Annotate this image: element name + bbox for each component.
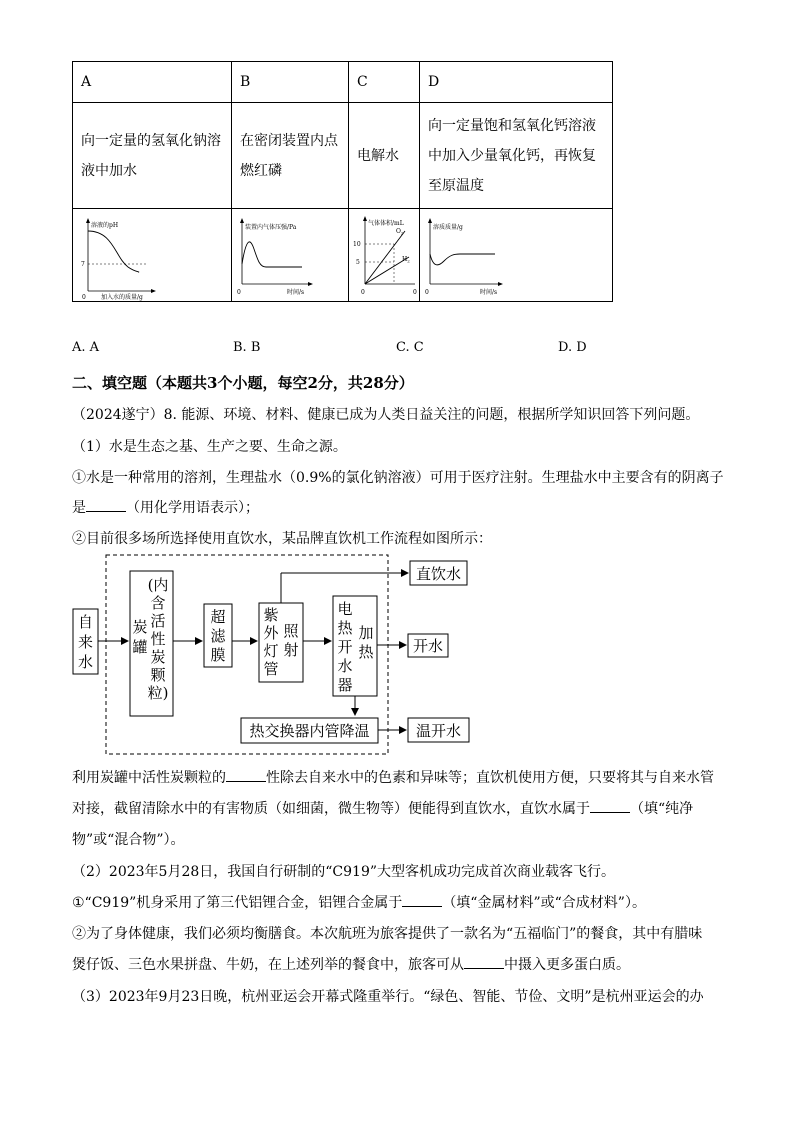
- desc-d: 向一定量饱和氢氧化钙溶液 中加入少量氧化钙，再恢复 至原温度: [420, 103, 613, 209]
- svg-text:开: 开: [337, 638, 353, 656]
- svg-text:电: 电: [337, 600, 353, 618]
- q8-intro: （2024遂宁）8. 能源、环境、材料、健康已成为人类日益关注的问题，根据所学知识回答下列问题。: [72, 407, 700, 423]
- svg-text:水: 水: [337, 657, 353, 675]
- svg-text:灯: 灯: [263, 642, 279, 660]
- svg-text:照: 照: [283, 622, 299, 640]
- graph-b-cell: [232, 209, 349, 302]
- svg-text:热: 热: [358, 643, 374, 661]
- svg-text:外: 外: [263, 624, 279, 642]
- svg-text:H2: $H_2$: [402, 256, 410, 264]
- svg-text:颗: 颗: [150, 666, 166, 684]
- svg-text:加: 加: [358, 624, 374, 642]
- q8-part1: （1）水是生态之基、生产之要、生命之源。: [72, 439, 347, 455]
- svg-text:膜: 膜: [210, 646, 226, 664]
- graph-a-cell: [73, 209, 232, 302]
- svg-text:时间/s: 时间/s: [287, 289, 305, 296]
- answer-a[interactable]: A. A: [72, 340, 100, 355]
- svg-text:0: 0: [425, 289, 429, 296]
- svg-text:时间/s: 时间/s: [480, 289, 498, 296]
- svg-text:溶质质量/g: 溶质质量/g: [433, 224, 463, 231]
- desc-a: 向一定量的氢氧化钠溶 液中加水: [73, 103, 232, 209]
- svg-text:管: 管: [263, 660, 279, 678]
- svg-text:(内: (内: [147, 576, 169, 594]
- svg-text:罐: 罐: [132, 638, 148, 656]
- svg-text:超: 超: [210, 608, 226, 626]
- svg-text:气体体积/mL: 气体体积/mL: [368, 220, 404, 227]
- svg-text:粒): 粒): [147, 684, 169, 702]
- desc-b: 在密闭装置内点 燃红磷: [232, 103, 349, 209]
- svg-text:来: 来: [77, 633, 94, 651]
- options-table: [72, 61, 613, 302]
- q8-after-diagram-1: 利用炭罐中活性炭颗粒的 性除去自来水中的色素和异味等；直饮机使用方便，只要将其与自来水管: [72, 767, 714, 787]
- svg-text:加入水的质量/g: 加入水的质量/g: [101, 294, 143, 301]
- electrolysis-graph: [349, 209, 419, 301]
- svg-text:滤: 滤: [210, 627, 226, 645]
- header-d: D: [420, 62, 613, 103]
- svg-text:7: 7: [81, 261, 85, 268]
- svg-text:0: 0: [82, 294, 86, 301]
- svg-text:热交换器内管降温: 热交换器内管降温: [249, 722, 370, 740]
- header-c: C: [349, 62, 420, 103]
- section-title: 二、填空题（本题共3个小题，每空2分，共28分）: [72, 374, 414, 392]
- svg-text:0: 0: [237, 289, 241, 296]
- graph-d-cell: [420, 209, 613, 302]
- svg-text:器: 器: [337, 676, 353, 694]
- answer-options: [0, 340, 794, 360]
- ph-graph: [73, 209, 231, 301]
- svg-text:10: 10: [353, 241, 361, 248]
- svg-text:自: 自: [77, 613, 94, 631]
- pressure-graph: [232, 209, 348, 301]
- q8-part2-2-cont: 煲仔饭、三色水果拼盘、牛奶，在上述列举的餐食中，旅客可从 中摄入更多蛋白质。: [72, 954, 630, 974]
- svg-text:紫: 紫: [263, 606, 279, 624]
- q8-part1-1: ①水是一种常用的溶剂，生理盐水（0.9%的氯化钠溶液）可用于医疗注射。生理盐水中主要含有的阴离子: [72, 470, 724, 486]
- q8-part3: （3）2023年9月23日晚，杭州亚运会开幕式隆重举行。“绿色、智能、节俭、文明”是杭州亚运会的办: [72, 989, 704, 1005]
- svg-text:溶液的pH: 溶液的pH: [91, 222, 119, 229]
- svg-text:0: 0: [361, 289, 365, 296]
- answer-blank-3[interactable]: [590, 798, 630, 813]
- q8-part2: （2）2023年5月28日，我国自行研制的“C919”大型客机成功完成首次商业载客飞行。: [72, 864, 616, 880]
- header-a: A: [73, 62, 232, 103]
- answer-blank-4[interactable]: [402, 892, 442, 907]
- svg-text:O2: $O_2$: [396, 228, 404, 236]
- answer-blank-2[interactable]: [226, 767, 266, 782]
- desc-c: 电解水: [349, 103, 420, 209]
- header-b: B: [232, 62, 349, 103]
- water-flow-diagram: [70, 552, 480, 760]
- svg-text:性: 性: [150, 630, 166, 648]
- answer-b[interactable]: B. B: [233, 340, 261, 355]
- q8-after-diagram-3: 物”或“混合物”）。: [72, 832, 185, 848]
- svg-text:活: 活: [150, 612, 166, 630]
- solute-graph: [420, 209, 612, 301]
- svg-text:水: 水: [77, 653, 94, 671]
- answer-blank-1[interactable]: [86, 497, 126, 512]
- q8-part1-2: ②目前很多场所选择使用直饮水，某品牌直饮机工作流程如图所示：: [72, 531, 492, 547]
- q8-after-diagram-2: 对接，截留清除水中的有害物质（如细菌，微生物等）便能得到直饮水，直饮水属于 （填“纯净: [72, 798, 693, 818]
- svg-text:0: 0: [413, 289, 417, 296]
- svg-text:射: 射: [283, 641, 299, 659]
- answer-d[interactable]: D. D: [558, 340, 587, 355]
- svg-text:炭: 炭: [150, 648, 166, 666]
- svg-text:开水: 开水: [412, 637, 444, 655]
- answer-blank-5[interactable]: [464, 954, 504, 969]
- graph-c-cell: [349, 209, 420, 302]
- svg-text:装置内气体压强/Pa: 装置内气体压强/Pa: [245, 224, 297, 231]
- svg-text:含: 含: [150, 594, 166, 612]
- answer-c[interactable]: C. C: [396, 340, 424, 355]
- svg-text:直饮水: 直饮水: [415, 565, 462, 583]
- q8-part2-1: ①“C919”机身采用了第三代铝锂合金，铝锂合金属于 （填“金属材料”或“合成材料”）。: [72, 892, 646, 912]
- svg-text:热: 热: [337, 619, 353, 637]
- q8-part2-2: ②为了身体健康，我们必须均衡膳食。本次航班为旅客提供了一款名为“五福临门”的餐食，其中有腊味: [72, 926, 703, 942]
- svg-text:温开水: 温开水: [415, 722, 462, 740]
- q8-part1-1-cont: 是 （用化学用语表示）；: [72, 497, 259, 517]
- svg-text:炭: 炭: [132, 618, 148, 636]
- svg-text:5: 5: [356, 259, 360, 266]
